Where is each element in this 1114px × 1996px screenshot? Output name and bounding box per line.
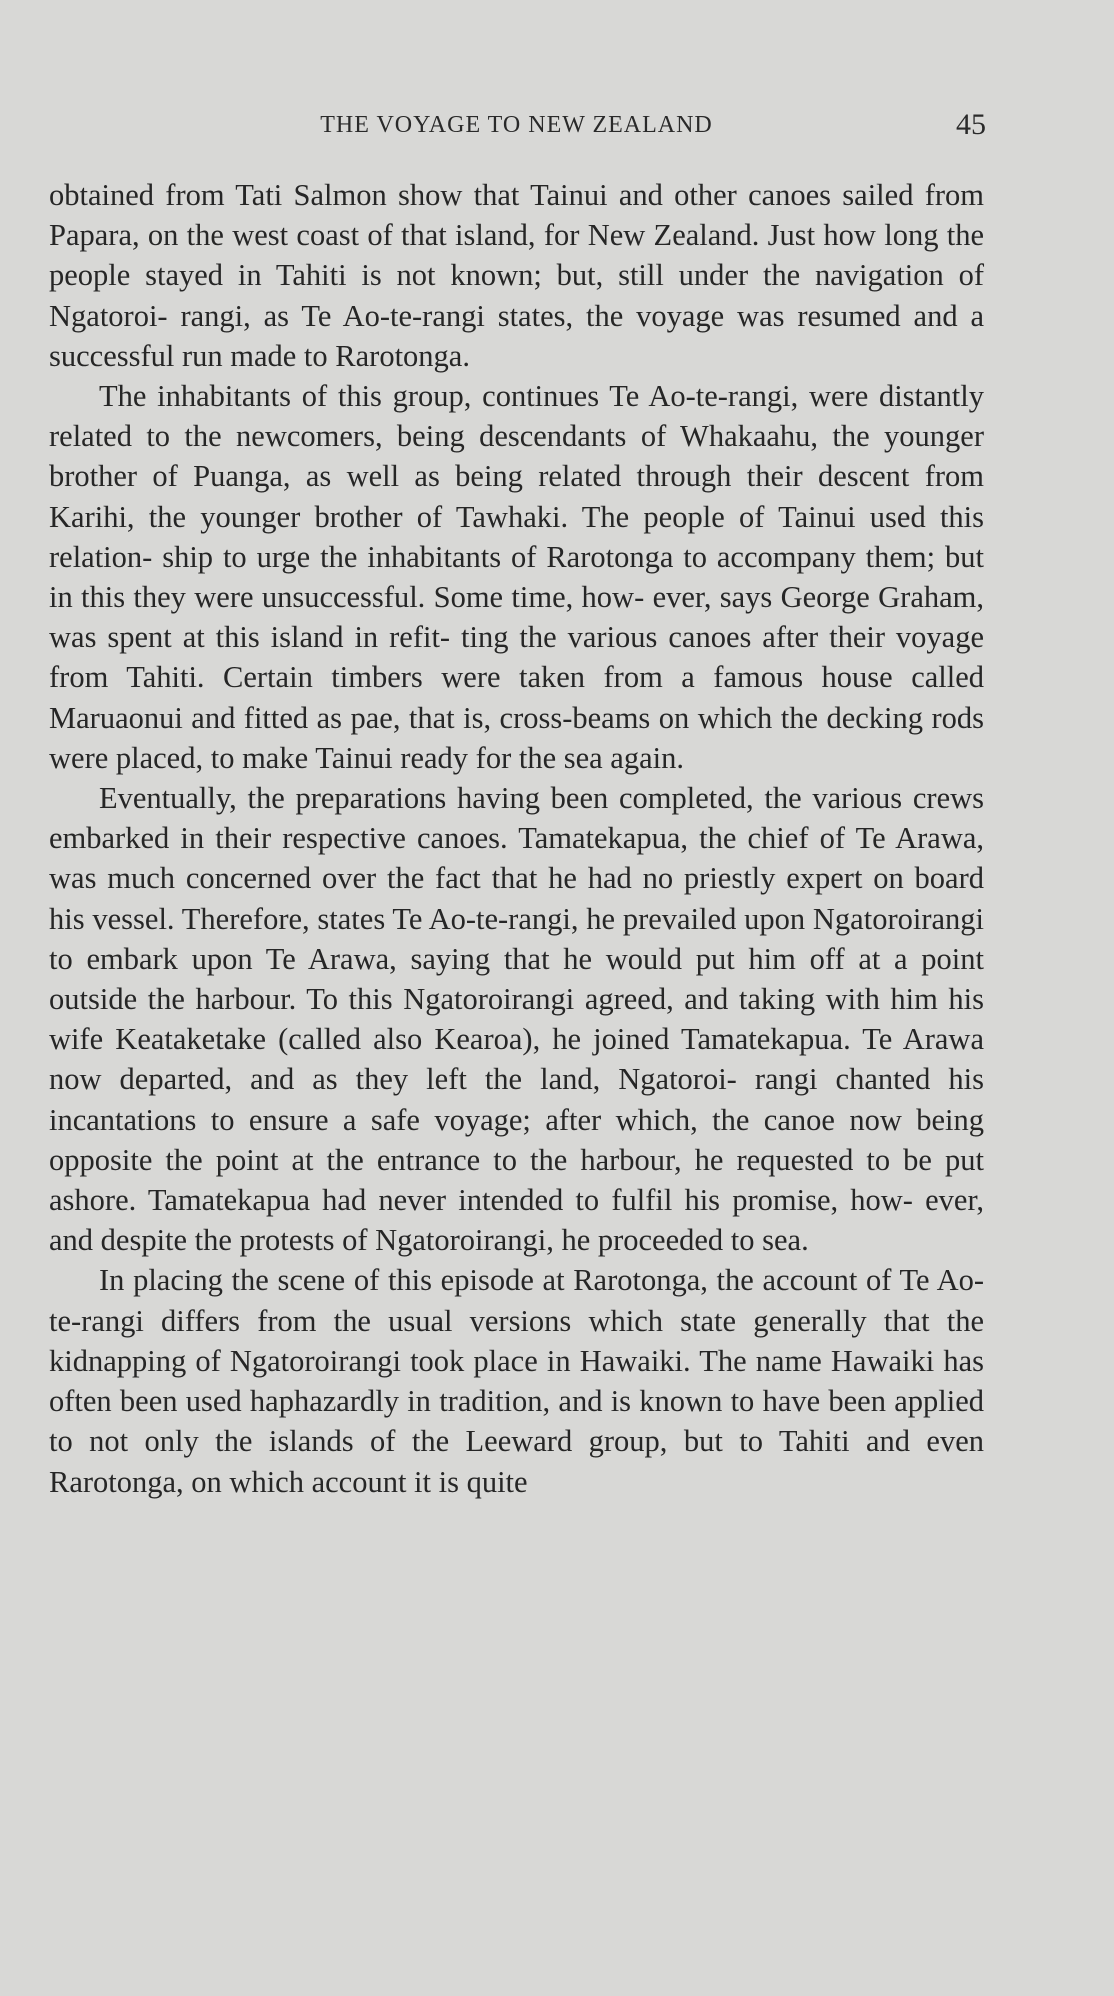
text-line: used haphazardly in tradition, and is known to have been	[185, 1384, 886, 1419]
text-line: applied to not only the islands of the Leeward group, but to	[49, 1384, 985, 1459]
text-line: Tamatekapua, the chief of Te Arawa, was much concerned	[49, 821, 985, 896]
body-text	[49, 175, 984, 1502]
text-line: to sea.	[730, 1223, 809, 1258]
text-line: a successful run made to Rarotonga.	[49, 298, 985, 373]
text-line: of Whakaahu, the younger brother of Puanga, as well as	[49, 419, 985, 494]
text-line: Tahiti and even Rarotonga, on which account it is quite	[49, 1424, 984, 1499]
text-line: which state generally that the kidnapping of Ngatoroirangi	[49, 1303, 984, 1378]
paragraph-3	[49, 778, 984, 1260]
text-line: being related through their descent from Karihi, the younger	[49, 459, 985, 534]
text-line: Ngatoroirangi agreed, and taking with him his wife	[49, 982, 984, 1057]
text-line: ever, and despite the protests of Ngatoroirangi, he proceeded	[49, 1183, 985, 1258]
text-line: them; but in this they were unsuccessful. Some time, how-	[49, 539, 985, 615]
text-line: took place in Hawaiki. The name Hawaiki has often been	[49, 1343, 984, 1419]
text-line: would put him off at a point outside the harbour. To this	[49, 941, 985, 1017]
text-line: Certain timbers were taken from a famous house called	[223, 660, 985, 695]
text-line: ever, says George Graham, was spent at this island in refit-	[49, 580, 985, 655]
text-line: sea again.	[563, 740, 684, 775]
text-line: obtained from Tati Salmon show that Tainui and other	[49, 178, 737, 212]
text-line: Tamatekapua had never intended to fulfil his promise, how-	[147, 1183, 913, 1218]
text-line: entrance to the harbour, he requested to be put ashore.	[49, 1142, 985, 1218]
text-line: In placing the scene of this episode at Rarotonga, the	[99, 1263, 754, 1298]
text-line: after which, the canoe now being opposite the point at the	[49, 1102, 985, 1177]
text-line: vessel. Therefore, states Te Ao-te-rangi, he prevailed upon	[92, 901, 806, 936]
text-line: for New Zealand. Just how long the people stayed in Tahiti	[49, 218, 985, 293]
text-line: the decking rods were placed, to make Tainui ready for the	[49, 700, 984, 775]
text-line: The inhabitants of this group, continues Te Ao-te-rangi,	[99, 379, 799, 414]
text-line: Eventually, the preparations having been completed,	[99, 781, 754, 816]
text-line: the various crews embarked in their respective canoes.	[49, 781, 984, 856]
text-line: rangi, as Te Ao-te-rangi states, the voyage was resumed and	[180, 298, 958, 333]
text-line: brother of Tawhaki. The people of Tainui used this relation-	[49, 499, 985, 574]
text-line: Ngatoroirangi to embark upon Te Arawa, saying that he	[49, 901, 984, 976]
paragraph-1	[49, 175, 984, 376]
text-line: over the fact that he had no priestly expert on board his	[49, 861, 984, 936]
text-line: ship to urge the inhabitants of Rarotonga to accompany	[162, 539, 856, 574]
text-line: Keataketake (called also Kearoa), he joined Tamatekapua.	[115, 1022, 851, 1057]
text-line: Maruaonui and fitted as pae, that is, cross-beams on which	[49, 700, 773, 735]
running-head	[49, 108, 984, 144]
text-line: were distantly related to the newcomers, being descendants	[49, 379, 985, 454]
text-line: Te Arawa now departed, and as they left the land, Ngatoroi-	[49, 1022, 984, 1097]
page-number: 45	[956, 108, 986, 141]
text-line: is not known; but, still under the navigation of Ngatoroi-	[49, 258, 984, 333]
text-line: rangi chanted his incantations to ensure a safe voyage;	[49, 1062, 984, 1137]
text-line: canoes sailed from Papara, on the west coast of that island,	[49, 178, 984, 253]
text-line: account of Te Ao-te-rangi differs from the usual versions	[49, 1263, 985, 1338]
text-line: ting the various canoes after their voyage from Tahiti.	[49, 620, 985, 695]
paragraph-2	[49, 376, 984, 778]
paragraph-4	[49, 1260, 984, 1501]
running-title: THE VOYAGE TO NEW ZEALAND	[320, 112, 713, 138]
